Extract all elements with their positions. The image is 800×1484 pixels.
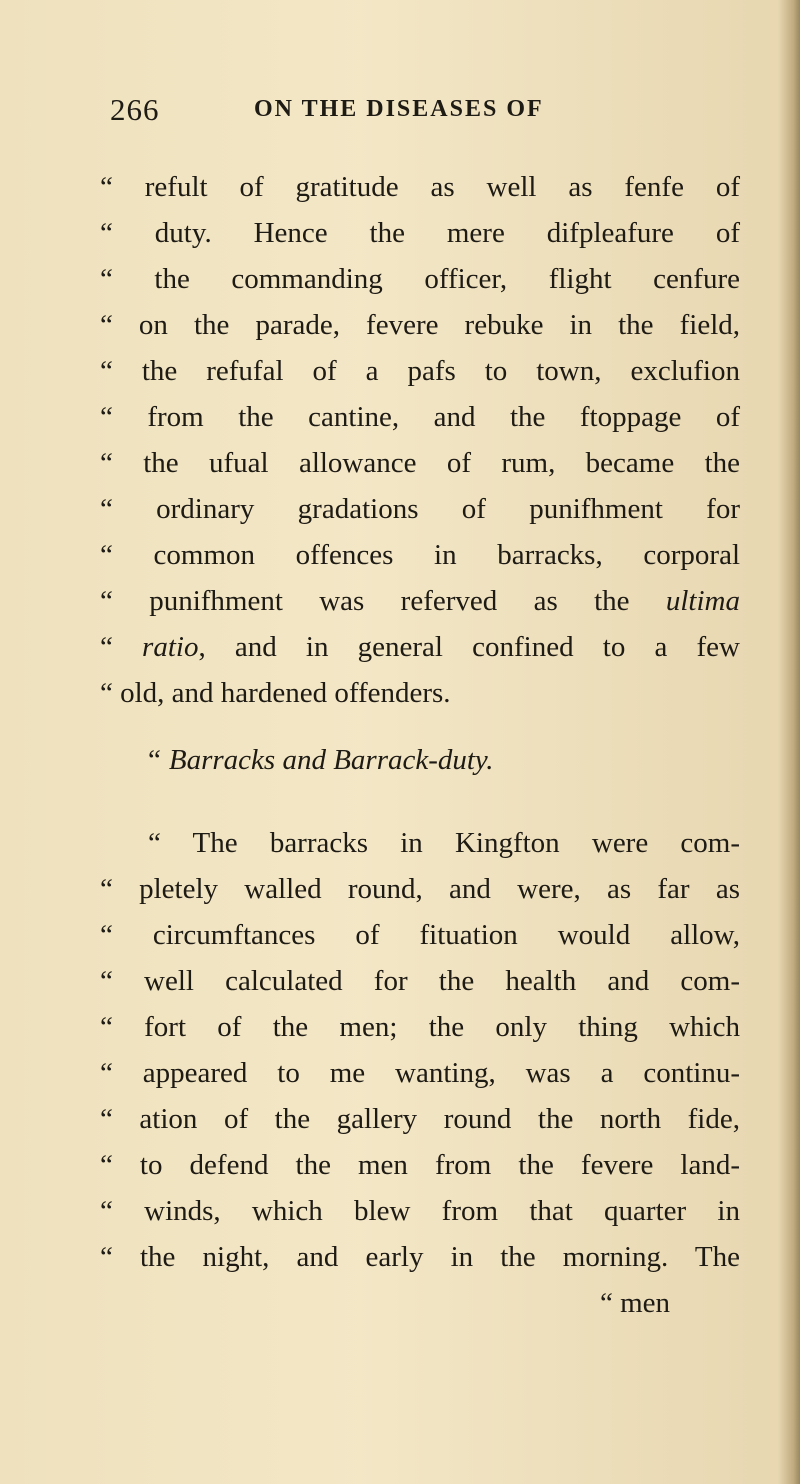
text-line: “ ordinary gradations of punifhment for <box>100 493 740 525</box>
text-line: “ winds, which blew from that quarter in <box>100 1195 740 1227</box>
text-line: “ the refufal of a pafs to town, exclufion <box>100 355 740 387</box>
section-subheading <box>100 737 493 783</box>
text-line: “ old, and hardened offenders. <box>100 677 451 709</box>
text-line: “ ation of the gallery round the north fide, <box>100 1103 740 1135</box>
text-line: “ appeared to me wanting, was a continu- <box>100 1057 740 1089</box>
subheading-text: Barracks and Barrack-duty. <box>168 744 494 776</box>
catchword: “ men <box>600 1287 671 1319</box>
page-number: 266 <box>110 92 160 127</box>
text-line: “ common offences in barracks, corporal <box>100 539 740 571</box>
text-line: “ refult of gratitude as well as fenfe of <box>100 171 740 203</box>
text-line: “ the commanding officer, flight cenfure <box>100 263 740 295</box>
subheading-quote: “ <box>148 744 161 776</box>
text-line: “ pletely walled round, and were, as far as <box>100 873 740 905</box>
text-line: “ duty. Hence the mere difpleafure of <box>100 217 740 249</box>
latin-term: ultima <box>665 585 740 617</box>
running-title: ON THE DISEASES OF <box>254 96 544 122</box>
text-line: “ ratio, and in general confined to a few <box>100 631 740 663</box>
text-line: “ the ufual allowance of rum, became the <box>100 447 740 479</box>
latin-term: ratio <box>142 631 199 663</box>
running-head <box>110 92 670 132</box>
text-line: “ well calculated for the health and com- <box>100 965 740 997</box>
text-line: “ punifhment was referved as the ultima <box>100 585 740 617</box>
text-line: “ circumftances of fituation would allow, <box>100 919 740 951</box>
text-line: “ on the parade, fevere rebuke in the field, <box>100 309 740 341</box>
text-line: “ the night, and early in the morning. The <box>100 1241 740 1273</box>
text-line: “ fort of the men; the only thing which <box>100 1011 740 1043</box>
text-line: “ from the cantine, and the ftoppage of <box>100 401 740 433</box>
text-line: “ to defend the men from the fevere land- <box>100 1149 740 1181</box>
text-line: “ The barracks in Kingfton were com- <box>148 827 740 859</box>
page-edge-shadow <box>778 0 800 1484</box>
